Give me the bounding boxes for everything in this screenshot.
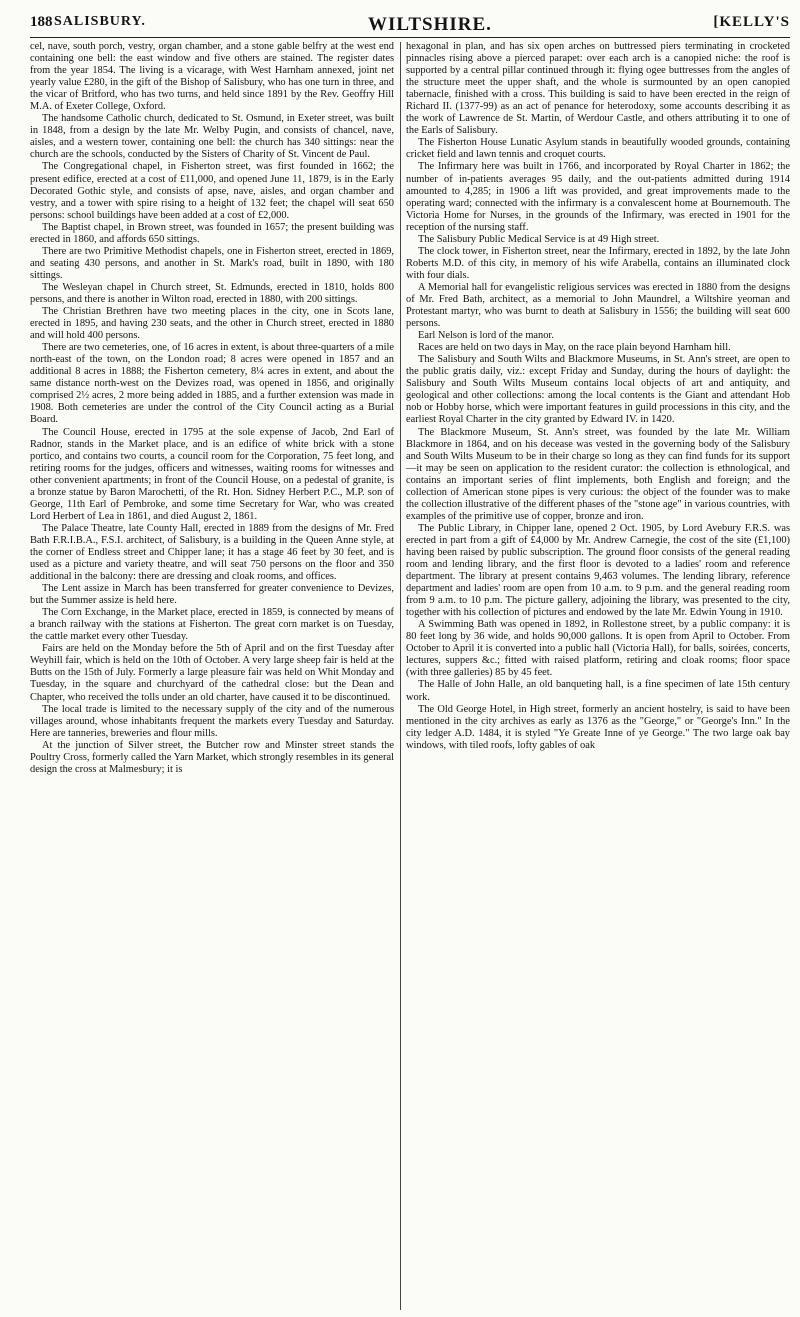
paragraph: Earl Nelson is lord of the manor.: [418, 330, 554, 342]
paragraph: The Infirmary here was built in 1766, and incorporated by Royal Charter in 1862; the number of in-patients averages 95 daily, and the out-patients admitted during 1914 amounted to 4,285; in 1906 a lift was provided, and great improvements made to the operating ward; connected with the infirmary is a convalescent home at Bournemouth. The Victoria Home for Nurses, in the grounds of the Infirmary, was erected in 1901 for the reception of the nursing staff.: [406, 161, 790, 233]
paragraph: The Baptist chapel, in Brown street, was founded in 1657; the present building was erected in 1860, and affords 650 sittings.: [30, 221, 394, 245]
paragraph: The Palace Theatre, late County Hall, erected in 1889 from the designs of Mr. Fred Bath F.R.I.B.A., F.S.I. architect, of Salisbury, is a building in the Queen Anne style, at the corner of Endless street and Chipper lane; it has a stage 46 feet by 30 feet, and is used as a picture and variety theatre, and will seat 750 persons on the floor and 350 additional in the balcony: there are dressing and cloak rooms, and offices.: [30, 522, 394, 583]
paragraph: There are two Primitive Methodist chapels, one in Fisherton street, erected in 1869, and seating 430 persons, and another in St. Mark's road, built in 1890, with 180 sittings.: [30, 245, 394, 281]
header-rule: [30, 37, 790, 38]
paragraph: The Corn Exchange, in the Market place, erected in 1859, is connected by means of a branch railway with the stations at Fisherton. The great corn market is on Tuesday, the cattle market every other Tuesday.: [30, 607, 394, 643]
place-heading: SALISBURY.: [54, 14, 146, 29]
paragraph: The Congregational chapel, in Fisherton street, was first founded in 1662; the present edifice, erected at a cost of £11,000, and opened June 11, 1879, is in the Early Decorated Gothic style, and consists of apse, nave, aisles, and organ chamber and vestry, and a tower with spire rising to a height of 132 feet; the chapel will seat 650 persons: school buildings have been added at a cost of £2,000.: [30, 161, 394, 221]
paragraph: The local trade is limited to the necessary supply of the city and of the numerous villages around, whose inhabitants frequent the markets every Tuesday and Saturday. Here are tanneries, breweries and flour mills.: [30, 703, 394, 739]
paragraph: The Christian Brethren have two meeting places in the city, one in Scots lane, erected in 1895, and having 230 seats, and the other in Church street, erected in 1880 and will hold 400 persons.: [30, 306, 394, 342]
paragraph: The Council House, erected in 1795 at the sole expense of Jacob, 2nd Earl of Radnor, stands in the Market place, and is an edifice of white brick with a stone portico, and contains two courts, a council room for the Corporation, 75 feet long, and retiring rooms for the judges, officers and witnesses, waiting rooms for witnesses and other convenient apartments; in front of the Council House, on a pedestal of granite, is a bronze statue by Baron Marochetti, of the Rt. Hon. Sidney Herbert P.C., M.P. son of George, 11th Earl of Pembroke, and some time Secretary for War, who was created Lord Herbert of Lea in 1861, and died August 2, 1861.: [30, 426, 394, 522]
paragraph: The Salisbury Public Medical Service is at 49 High street.: [418, 233, 660, 245]
paragraph: There are two cemeteries, one, of 16 acres in extent, is about three-quarters of a mile north-east of the town, on the London road; 8 acres were opened in 1857 and an additional 8 acres in 1888; the Fisherton cemetery, 8¼ acres in extent, and about the same distance north-west on the Devizes road, was opened in 1856, and originally comprised 2½ acres, 2 more being added in 1885, and a further extension was made in 1908. Both cemeteries are under the control of the City Council acting as a Burial Board.: [30, 342, 394, 426]
paragraph: The Old George Hotel, in High street, formerly an ancient hostelry, is said to have been mentioned in the city archives as early as 1376 as the "George," or "George's Inn." In the city ledger A.D. 1484, it is styled "Ye Greate Inne of ye George." The two large oak bay windows, with tiled roofs, lofty gables of oak: [406, 703, 790, 751]
paragraph: A Swimming Bath was opened in 1892, in Rollestone street, by a public company: it is 80 feet long by 36 wide, and holds 90,000 gallons. It is open from April to October. From October to April it is converted into a public hall (Victoria Hall), for balls, soirées, concerts, lectures, suppers &c.; fitted with raised platform, retiring and cloak rooms; floor space (with three galleries) 85 by 45 feet.: [406, 619, 790, 679]
page-number: 188: [30, 14, 53, 30]
column-divider: [400, 42, 401, 1310]
paragraph: Fairs are held on the Monday before the 5th of April and on the first Tuesday after Weyhill fair, which is held on the 10th of October. A very large sheep fair is held at the Butts on the 15th of July. Formerly a large pleasure fair was held on Whit Monday and Tuesday, in the square and churchyard of the cathedral close: but the Dean and Chapter, who received the tolls under an old charter, have caused it to be discontinued.: [30, 643, 394, 703]
right-column: [406, 41, 790, 752]
county-heading: WILTSHIRE.: [368, 14, 492, 35]
paragraph: hexagonal in plan, and has six open arches on buttressed piers terminating in crocketed pinnacles rising above a pierced parapet: over each arch is a canopied niche: the roof is supported by a central pillar continued through it: flying ogee buttresses from the angles of the structure meet the upper shaft, and the whole is surmounted by an open canopied tabernacle, finished with a cross. This building is said to have been erected in the reign of Richard II. (1377-99) as an act of penance for heterodoxy, some accounts describing it as the work of Lawrence de St. Martin, of Werdour Castle, and others attributing it to one of the Earls of Salisbury.: [406, 41, 790, 137]
paragraph: The handsome Catholic church, dedicated to St. Osmund, in Exeter street, was built in 1848, from a design by the late Mr. Welby Pugin, and consists of chancel, nave, aisles, and a western tower, containing one bell: the church has 340 sittings: near the church are the schools, conducted by the Sisters of Charity of St. Vincent de Paul.: [30, 113, 394, 161]
left-column: [30, 41, 394, 776]
paragraph: The clock tower, in Fisherton street, near the Infirmary, erected in 1892, by the late John Roberts M.D. of this city, in memory of his wife Arabella, contains an illuminated clock with four dials.: [406, 245, 790, 281]
paragraph: The Blackmore Museum, St. Ann's street, was founded by the late Mr. William Blackmore in 1864, and on his decease was vested in the governing body of the Salisbury and South Wilts Museum to be in their charge so long as they can find funds for its support—it may be seen on application to the resident curator: the collection is ethnological, and contains an important series of flint implements, both English and foreign; and the collection of American stone pipes is very curious: the object of the founder was to make the collection illustrative of the different phases of the "stone age" in various countries, with examples of the primitive use of copper, bronze and iron.: [406, 426, 790, 522]
paragraph: The Salisbury and South Wilts and Blackmore Museums, in St. Ann's street, are open to the public gratis daily, viz.: except Friday and Sunday, during the hours of daylight: the Salisbury and South Wilts Museum contains local objects of art and antiquity, and geological and other collections: among the local contents is the Giant and attendant Hob nob or Hobby horse, which were important features in guild processions in this city, and the earliest Royal Charter in the city granted by Edward IV. in 1420.: [406, 354, 790, 426]
paragraph: The Lent assize in March has been transferred for greater convenience to Devizes, but the Summer assize is held here.: [30, 583, 394, 607]
paragraph: The Fisherton House Lunatic Asylum stands in beautifully wooded grounds, containing cricket field and lawn tennis and croquet courts.: [406, 137, 790, 161]
paragraph: The Wesleyan chapel in Church street, St. Edmunds, erected in 1810, holds 800 persons, and there is another in Wilton road, erected in 1880, with 200 sittings.: [30, 281, 394, 305]
publisher-heading: [KELLY'S: [713, 14, 790, 30]
paragraph: A Memorial hall for evangelistic religious services was erected in 1880 from the designs of Mr. Fred Bath, architect, as a memorial to John Maundrel, a Wiltshire yeoman and Protestant martyr, who was burnt to death at Salisbury in 1556; the building will seat 600 persons.: [406, 281, 790, 330]
paragraph: The Halle of John Halle, an old banqueting hall, is a fine specimen of late 15th century work.: [406, 679, 790, 703]
paragraph: Races are held on two days in May, on the race plain beyond Harnham hill.: [418, 342, 731, 354]
paragraph: cel, nave, south porch, vestry, organ chamber, and a stone gable belfry at the west end containing one bell: the east window and five others are stained. The register dates from the year 1854. The living is a vicarage, with West Harnham annexed, joint net yearly value £280, in the gift of the Bishop of Salisbury, who has one turn in three, and the vicar of Britford, who has two turns, and held since 1891 by the Rev. Geoffry Hill M.A. of Exeter College, Oxford.: [30, 41, 394, 113]
paragraph: At the junction of Silver street, the Butcher row and Minster street stands the Poultry Cross, formerly called the Yarn Market, which strongly resembles in its general design the cross at Malmesbury; it is: [30, 739, 394, 775]
paragraph: The Public Library, in Chipper lane, opened 2 Oct. 1905, by Lord Avebury F.R.S. was erected in part from a gift of £4,000 by Mr. Andrew Carnegie, the cost of the site (£1,100) having been raised by public subscription. The ground floor consists of the general reading room and lending library, and the first floor is devoted to a ladies' room and reference department. The library at present contains 9,463 volumes. The lending library, reference department and ladies' room are open from 10 a.m. to 9 p.m. and the general reading room from 9 a.m. to 10 p.m. The picture gallery, adjoining the library, was presented to the city, together with his collection of pictures and endowed by the late Mr. Edwin Young in 1910.: [406, 522, 790, 619]
